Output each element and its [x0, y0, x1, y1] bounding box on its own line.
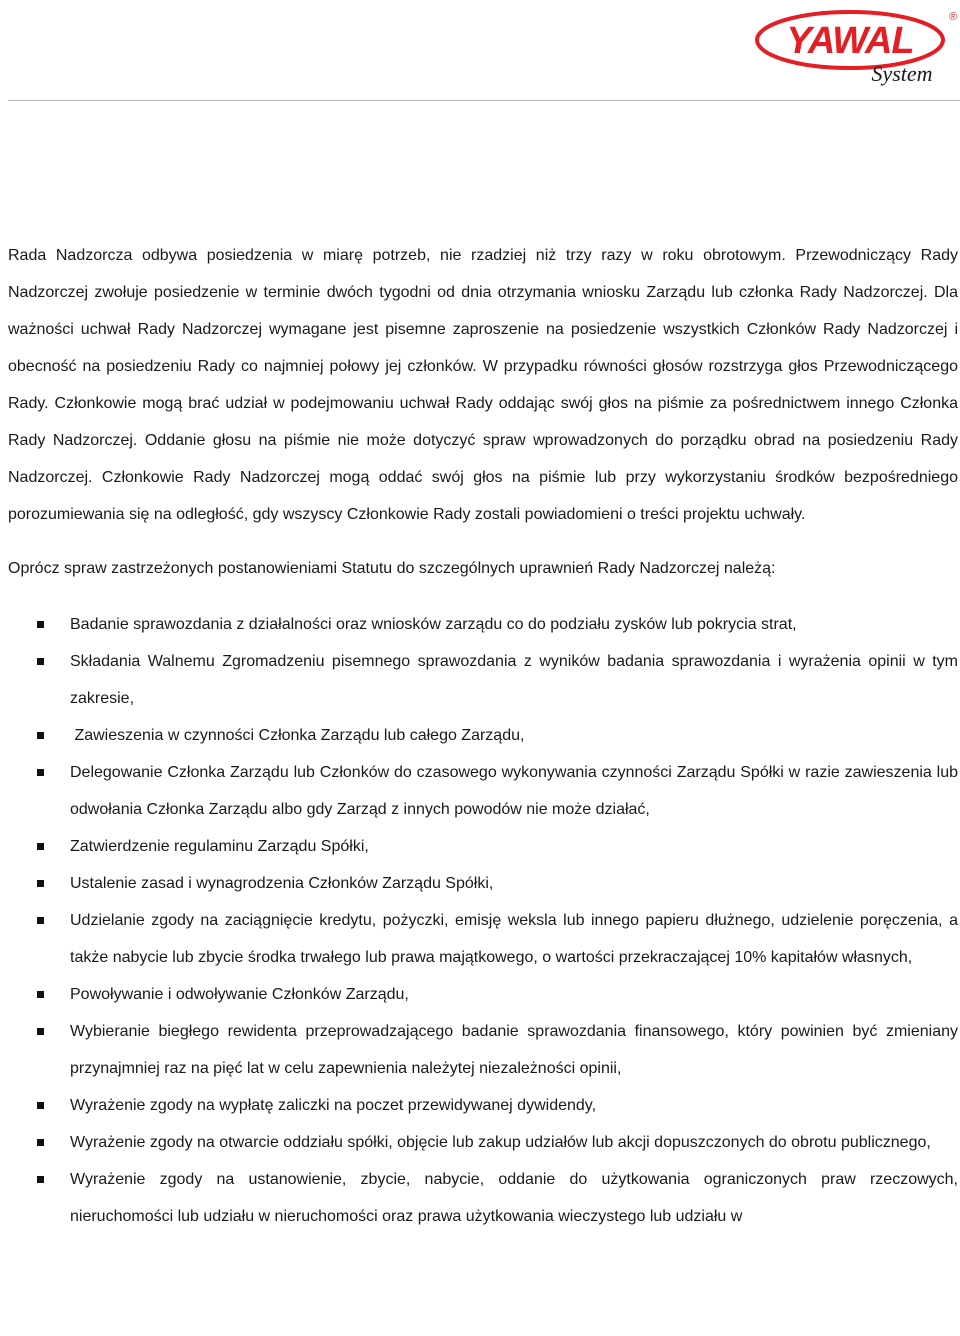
list-item: Delegowanie Członka Zarządu lub Członków do czasowego wykonywania czynności Zarządu Spółki w razie zawieszenia lub odwołania Członka Zarządu albo gdy Zarząd z innych powodów nie może działać, [8, 754, 958, 828]
square-bullet-icon [37, 991, 44, 998]
square-bullet-icon [37, 732, 44, 739]
list-item: Zawieszenia w czynności Członka Zarządu lub całego Zarządu, [8, 717, 958, 754]
square-bullet-icon [37, 1176, 44, 1183]
square-bullet-icon [37, 1028, 44, 1035]
square-bullet-icon [37, 1102, 44, 1109]
logo-subtext: System [871, 61, 933, 86]
square-bullet-icon [37, 843, 44, 850]
list-item: Badanie sprawozdania z działalności oraz wniosków zarządu co do podziału zysków lub pokrycia strat, [8, 606, 958, 643]
square-bullet-icon [37, 621, 44, 628]
square-bullet-icon [37, 658, 44, 665]
list-item: Wybieranie biegłego rewidenta przeprowadzającego badanie sprawozdania finansowego, który powinien być zmieniany przynajmniej raz na pięć lat w celu zapewnienia należytej niezależności opinii, [8, 1013, 958, 1087]
document-body [8, 237, 958, 1235]
list-item: Zatwierdzenie regulaminu Zarządu Spółki, [8, 828, 958, 865]
list-item: Ustalenie zasad i wynagrodzenia Członków Zarządu Spółki, [8, 865, 958, 902]
paragraph-meetings: Rada Nadzorcza odbywa posiedzenia w miarę potrzeb, nie rzadziej niż trzy razy w roku obrotowym. Przewodniczący Rady Nadzorczej zwołuje posiedzenie w terminie dwóch tygodni od dnia otrzymania wniosku Zarządu lub członka Rady Nadzorczej. Dla ważności uchwał Rady Nadzorczej wymagane jest pisemne zaproszenie na posiedzenie wszystkich Członków Rady Nadzorczej i obecność na posiedzeniu Rady co najmniej połowy jej członków. W przypadku równości głosów rozstrzyga głos Przewodniczącego Rady. Członkowie mogą brać udział w podejmowaniu uchwał Rady oddając swój głos na piśmie za pośrednictwem innego Członka Rady Nadzorczej. Oddanie głosu na piśmie nie może dotyczyć spraw wprowadzonych do porządku obrad na posiedzeniu Rady Nadzorczej. Członkowie Rady Nadzorczej mogą oddać swój głos na piśmie lub przy wykorzystaniu środków bezpośredniego porozumiewania się na odległość, gdy wszyscy Członkowie Rady zostali powiadomieni o treści projektu uchwały. [8, 247, 958, 523]
square-bullet-icon [37, 880, 44, 887]
square-bullet-icon [37, 917, 44, 924]
square-bullet-icon [37, 1139, 44, 1146]
list-item: Składania Walnemu Zgromadzeniu pisemnego sprawozdania z wyników badania sprawozdania i wyrażenia opinii w tym zakresie, [8, 643, 958, 717]
registered-mark: ® [949, 11, 958, 23]
logo-wordmark: YAWAL [786, 20, 914, 62]
paragraph-powers-intro: Oprócz spraw zastrzeżonych postanowieniami Statutu do szczególnych uprawnień Rady Nadzorczej należą: [8, 560, 776, 577]
page-header [0, 0, 960, 104]
list-item: Wyrażenie zgody na wypłatę zaliczki na poczet przewidywanej dywidendy, [8, 1087, 958, 1124]
square-bullet-icon [37, 769, 44, 776]
yawal-system-logo [752, 4, 960, 88]
list-item: Powoływanie i odwoływanie Członków Zarządu, [8, 976, 958, 1013]
list-item: Wyrażenie zgody na ustanowienie, zbycie, nabycie, oddanie do użytkowania ograniczonych praw rzeczowych, nieruchomości lub udziału w nieruchomości oraz prawa użytkowania wieczystego lub udziału w [8, 1161, 958, 1235]
header-divider [8, 100, 960, 101]
powers-list [8, 606, 958, 1235]
list-item: Udzielanie zgody na zaciągnięcie kredytu, pożyczki, emisję weksla lub innego papieru dłużnego, udzielenie poręczenia, a także nabycie lub zbycie środka trwałego lub prawa majątkowego, o wartości przekraczającej 10% kapitałów własnych, [8, 902, 958, 976]
list-item: Wyrażenie zgody na otwarcie oddziału spółki, objęcie lub zakup udziałów lub akcji dopuszczonych do obrotu publicznego, [8, 1124, 958, 1161]
